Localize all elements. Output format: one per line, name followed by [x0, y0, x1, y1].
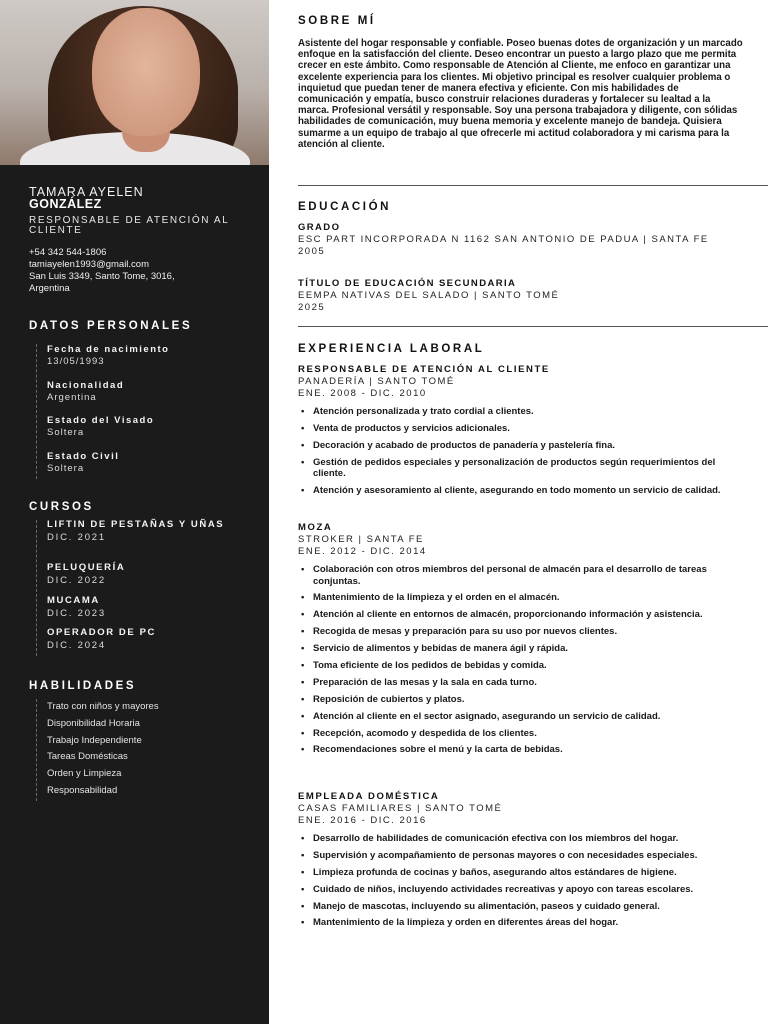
divider [298, 185, 768, 186]
personal-item-label: Estado Civil [47, 450, 120, 462]
education-institution: EEMPA NATIVAS DEL SALADO | SANTO TOMÉ [298, 290, 560, 301]
job-bullet: • Servicio de alimentos y bebidas de manera ágil y rápida. [298, 643, 743, 655]
job-entry [298, 364, 743, 502]
skill-item: Trato con niños y mayores [47, 701, 159, 712]
personal-item [37, 415, 261, 451]
first-name: TAMARA AYELEN [29, 185, 144, 199]
job-bullet: • Colaboración con otros miembros del personal de almacén para el desarrollo de tareas conjuntas. [298, 564, 743, 587]
email: tamiayelen1993@gmail.com [29, 259, 150, 270]
job-dates: ENE. 2008 - DIC. 2010 [298, 388, 427, 399]
skill-item: Responsabilidad [47, 784, 118, 796]
personal-item [37, 451, 261, 487]
job-entry [298, 791, 743, 934]
job-dates: ENE. 2012 - DIC. 2014 [298, 546, 427, 557]
job-place: CASAS FAMILIARES | SANTO TOMÉ [298, 803, 503, 814]
job-bullet: • Recomendaciones sobre el menú y la carta de bebidas. [298, 744, 743, 756]
job-bullet: • Desarrollo de habilidades de comunicación efectiva con los miembros del hogar. [298, 833, 743, 845]
divider [298, 326, 768, 327]
job-bullet: • Preparación de las mesas y la sala en cada turno. [298, 677, 743, 689]
profile-photo [0, 0, 269, 165]
personal-item [37, 344, 261, 380]
phone: +54 342 544-1806 [29, 247, 107, 258]
personal-data-title: DATOS PERSONALES [29, 320, 193, 332]
skill-item: Trabajo Independiente [47, 734, 142, 746]
job-entry [298, 522, 743, 761]
course-item [37, 520, 261, 563]
education-year: 2025 [298, 301, 326, 313]
job-bullets [298, 406, 743, 497]
job-bullet: • Recepción, acomodo y despedida de los clientes. [298, 728, 743, 740]
course-item [37, 596, 261, 628]
course-date: DIC. 2021 [47, 532, 106, 543]
personal-item-label: Estado del Visado [47, 415, 155, 426]
course-date: DIC. 2022 [47, 575, 106, 586]
job-bullet: • Cuidado de niños, incluyendo actividades recreativas y apoyo con tareas escolares. [298, 884, 743, 896]
about-text: Asistente del hogar responsable y confiable. Poseo buenas dotes de organización y un marcado enfoque en la satisfacción del cliente. Deseo encontrar un puesto a largo plazo que me permita crecer en este ámbito. Como responsable de Atención al Cliente, me enfoco en garantizar una excelente experiencia para los clientes. Mi objetivo principal es resolver cualquier problema o inquietud que puedan tener de manera efectiva y eficiente. Con mis habilidades de comunicación y empatía, busco construir relaciones duraderas y fortalecer su lealtad a la marca. Profesional versátil y responsable. Soy una persona trabajadora y diligente, con sólidas habilidades de comunicación, muy buena memoria y excelente manejo de bandeja. Quisiera sumarme a un equipo de trabajo al que ofrecerle mi actitud colaboradora y mi carisma para la atención al cliente. [298, 38, 743, 150]
education-title: EDUCACIÓN [298, 201, 392, 213]
job-bullet: • Atención al cliente en entornos de almacén, proporcionando información y asistencia. [298, 609, 743, 621]
job-bullet: • Mantenimiento de la limpieza y el orden en el almacén. [298, 592, 743, 604]
sidebar [0, 0, 269, 1024]
job-bullet: • Toma eficiente de los pedidos de bebidas y comida. [298, 660, 743, 672]
job-place: STROKER | SANTA FE [298, 534, 424, 545]
education-degree: GRADO [298, 222, 341, 233]
course-name: MUCAMA [47, 595, 100, 606]
education-degree: TÍTULO DE EDUCACIÓN SECUNDARIA [298, 278, 517, 289]
education-item [298, 222, 738, 258]
job-bullet: • Decoración y acabado de productos de panadería y pastelería fina. [298, 440, 743, 452]
job-bullet: • Mantenimiento de la limpieza y orden en diferentes áreas del hogar. [298, 917, 743, 929]
job-dates: ENE. 2016 - DIC. 2016 [298, 815, 427, 826]
address-line-1: San Luis 3349, Santo Tome, 3016, [29, 271, 175, 282]
job-bullet: • Reposición de cubiertos y platos. [298, 694, 743, 706]
job-bullets [298, 833, 743, 929]
job-bullet: • Recogida de mesas y preparación para su uso por nuevos clientes. [298, 626, 743, 638]
personal-item [37, 380, 261, 416]
skills-list [36, 699, 261, 801]
address-line-2: Argentina [29, 283, 70, 294]
courses-list [36, 520, 261, 656]
education-year: 2005 [298, 245, 326, 257]
education-institution: ESC PART INCORPORADA N 1162 SAN ANTONIO DE PADUA | SANTA FE [298, 234, 709, 245]
last-name: GONZÁLEZ [29, 197, 102, 211]
course-name: LIFTIN DE PESTAÑAS Y UÑAS [47, 519, 225, 530]
job-bullet: • Gestión de pedidos especiales y personalización de productos según requerimientos del cliente. [298, 457, 743, 480]
personal-item-label: Nacionalidad [47, 379, 125, 391]
personal-item-value: Soltera [47, 427, 85, 438]
job-title: EMPLEADA DOMÉSTICA [298, 791, 440, 802]
personal-item-value: 13/05/1993 [47, 356, 105, 367]
education-item [298, 278, 738, 314]
skill-item: Tareas Domésticas [47, 751, 128, 763]
course-name: OPERADOR DE PC [47, 627, 156, 638]
skill-item: Disponibilidad Horaria [47, 717, 140, 729]
course-name: PELUQUERÍA [47, 562, 126, 573]
contact-info [29, 247, 259, 295]
personal-data-list [36, 344, 261, 479]
job-place: PANADERÍA | SANTO TOMÉ [298, 376, 455, 387]
job-bullet: • Manejo de mascotas, incluyendo su alimentación, paseos y cuidado general. [298, 901, 743, 913]
job-title: RESPONSABLE DE ATENCIÓN AL CLIENTE [298, 364, 550, 375]
personal-item-label: Fecha de nacimiento [47, 344, 170, 355]
job-role: RESPONSABLE DE ATENCIÓN AL CLIENTE [29, 215, 229, 236]
job-bullet: • Supervisión y acompañamiento de personas mayores o con necesidades especiales. [298, 850, 743, 862]
course-date: DIC. 2023 [47, 608, 106, 619]
job-bullet: • Atención personalizada y trato cordial a clientes. [298, 406, 743, 418]
course-date: DIC. 2024 [47, 640, 106, 651]
job-bullet: • Venta de productos y servicios adicionales. [298, 423, 743, 435]
job-bullets [298, 564, 743, 756]
courses-title: CURSOS [29, 501, 94, 513]
course-item [37, 628, 261, 656]
photo-face [92, 8, 200, 136]
course-item [37, 563, 261, 596]
job-bullet: • Atención al cliente en el sector asignado, asegurando un servicio de calidad. [298, 711, 743, 723]
experience-title: EXPERIENCIA LABORAL [298, 343, 485, 355]
job-title: MOZA [298, 522, 333, 533]
skill-item: Orden y Limpieza [47, 768, 122, 780]
personal-item-value: Soltera [47, 462, 85, 474]
about-title: SOBRE MÍ [298, 15, 376, 27]
job-bullet: • Limpieza profunda de cocinas y baños, asegurando altos estándares de higiene. [298, 867, 743, 879]
personal-item-value: Argentina [47, 391, 97, 403]
skills-title: HABILIDADES [29, 680, 137, 692]
job-bullet: • Atención y asesoramiento al cliente, asegurando en todo momento un servicio de calidad. [298, 485, 743, 497]
